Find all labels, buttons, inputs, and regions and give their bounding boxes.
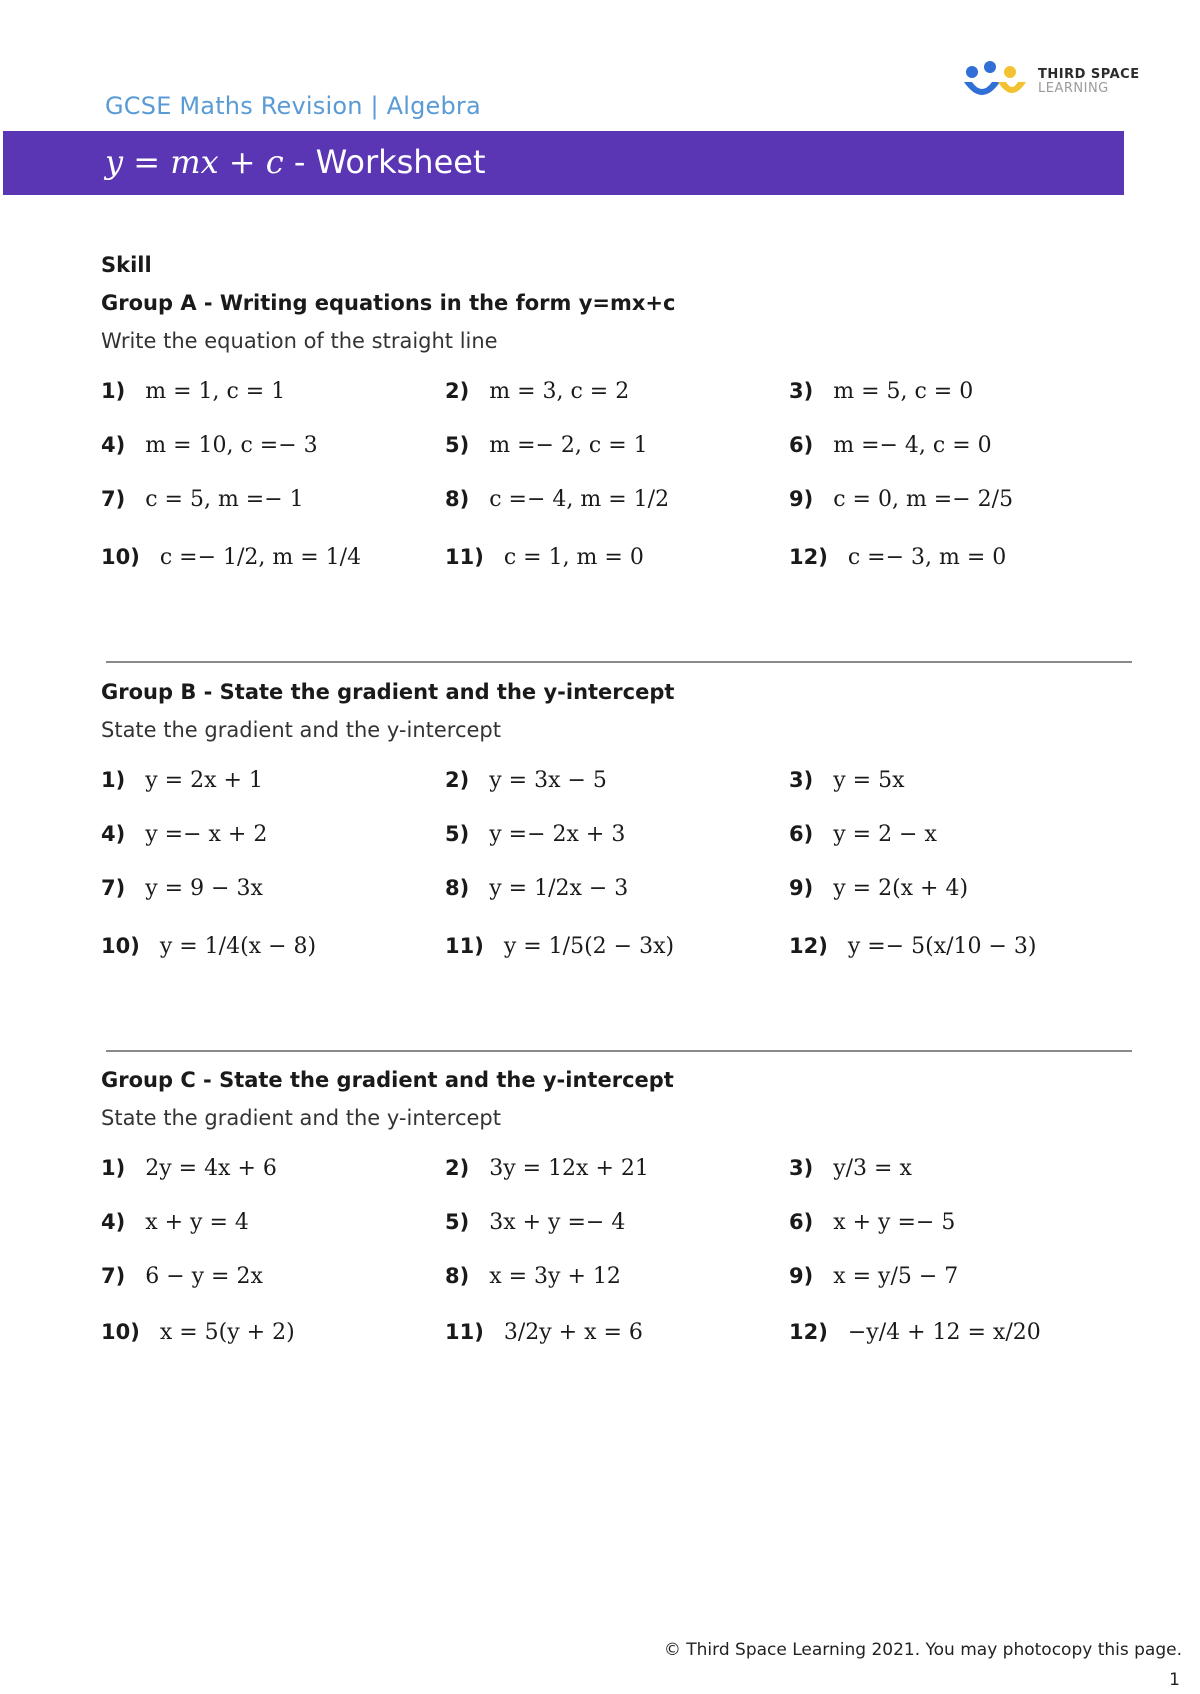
logo-mark-icon xyxy=(962,60,1032,106)
question-expression: 3y = 12x + 21 xyxy=(489,1155,649,1181)
question-number: 4) xyxy=(101,822,126,846)
logo-line-2: LEARNING xyxy=(1038,81,1109,96)
question-7 xyxy=(101,868,263,908)
question-9 xyxy=(789,868,968,908)
question-expression: −y/4 + 12 = x/20 xyxy=(847,1319,1041,1345)
question-expression: c =− 4, m = 1/2 xyxy=(489,486,670,512)
question-1 xyxy=(101,371,285,411)
question-8 xyxy=(445,1256,621,1296)
worksheet-title xyxy=(105,143,486,181)
question-3 xyxy=(789,760,904,800)
question-number: 11) xyxy=(445,545,484,569)
question-expression: 3/2y + x = 6 xyxy=(503,1319,643,1345)
question-expression: y = 9 − 3x xyxy=(145,875,263,901)
question-expression: x = 3y + 12 xyxy=(489,1263,621,1289)
group-c-heading: Group C - State the gradient and the y-intercept xyxy=(101,1068,674,1092)
section-divider xyxy=(106,661,1132,663)
page-subtitle: GCSE Maths Revision | Algebra xyxy=(105,92,481,120)
question-2 xyxy=(445,371,629,411)
question-expression: x + y =− 5 xyxy=(833,1209,956,1235)
group-b-section xyxy=(101,680,1131,959)
question-1 xyxy=(101,760,263,800)
question-expression: 6 − y = 2x xyxy=(145,1263,263,1289)
question-number: 10) xyxy=(101,1320,140,1344)
question-number: 5) xyxy=(445,433,470,457)
group-b-heading: Group B - State the gradient and the y-intercept xyxy=(101,680,675,704)
question-expression: m = 5, c = 0 xyxy=(833,378,974,404)
question-number: 12) xyxy=(789,545,828,569)
question-number: 2) xyxy=(445,768,470,792)
question-5 xyxy=(445,1202,625,1242)
question-expression: y = 2x + 1 xyxy=(145,767,263,793)
copyright-notice: © Third Space Learning 2021. You may photocopy this page. xyxy=(663,1640,1182,1660)
question-number: 7) xyxy=(101,487,126,511)
title-suffix: - Worksheet xyxy=(283,143,486,181)
question-number: 8) xyxy=(445,1264,470,1288)
group-c-section xyxy=(101,1068,1131,1345)
question-number: 5) xyxy=(445,1210,470,1234)
question-expression: y =− 5(x/10 − 3) xyxy=(847,933,1037,959)
question-number: 1) xyxy=(101,1156,126,1180)
question-expression: y = 2(x + 4) xyxy=(833,875,969,901)
question-expression: c = 0, m =− 2/5 xyxy=(833,486,1014,512)
group-a-heading: Group A - Writing equations in the form y=mx+c xyxy=(101,291,676,315)
group-a-section xyxy=(101,253,1131,570)
question-expression: y =− 2x + 3 xyxy=(489,821,626,847)
group-a-instruction: Write the equation of the straight line xyxy=(101,329,498,353)
question-expression: m = 1, c = 1 xyxy=(145,378,286,404)
question-10 xyxy=(101,1312,295,1352)
question-number: 7) xyxy=(101,1264,126,1288)
section-divider xyxy=(106,1050,1132,1052)
question-number: 9) xyxy=(789,876,814,900)
question-number: 12) xyxy=(789,1320,828,1344)
question-10 xyxy=(101,537,361,577)
question-11 xyxy=(445,926,674,966)
question-number: 3) xyxy=(789,768,814,792)
question-number: 3) xyxy=(789,379,814,403)
title-banner xyxy=(3,131,1124,195)
question-6 xyxy=(789,814,937,854)
question-number: 11) xyxy=(445,934,484,958)
question-6 xyxy=(789,425,992,465)
question-7 xyxy=(101,479,304,519)
question-2 xyxy=(445,760,607,800)
question-1 xyxy=(101,1148,277,1188)
question-number: 12) xyxy=(789,934,828,958)
question-expression: x + y = 4 xyxy=(145,1209,249,1235)
question-3 xyxy=(789,371,973,411)
question-number: 8) xyxy=(445,487,470,511)
question-expression: y = 2 − x xyxy=(833,821,937,847)
question-number: 4) xyxy=(101,433,126,457)
question-8 xyxy=(445,479,669,519)
question-5 xyxy=(445,814,625,854)
question-expression: x = y/5 − 7 xyxy=(833,1263,959,1289)
question-number: 2) xyxy=(445,379,470,403)
question-expression: c = 5, m =− 1 xyxy=(145,486,304,512)
question-expression: m =− 4, c = 0 xyxy=(833,432,992,458)
question-8 xyxy=(445,868,628,908)
question-4 xyxy=(101,814,267,854)
question-4 xyxy=(101,425,318,465)
question-expression: c = 1, m = 0 xyxy=(503,544,644,570)
question-number: 6) xyxy=(789,433,814,457)
question-expression: y = 1/2x − 3 xyxy=(489,875,629,901)
question-number: 8) xyxy=(445,876,470,900)
question-number: 4) xyxy=(101,1210,126,1234)
question-expression: c =− 3, m = 0 xyxy=(847,544,1007,570)
question-11 xyxy=(445,1312,643,1352)
logo-wordmark xyxy=(1038,68,1140,96)
question-3 xyxy=(789,1148,912,1188)
title-equation: y = mx + c xyxy=(105,143,284,181)
question-expression: m = 10, c =− 3 xyxy=(145,432,318,458)
question-expression: y = 3x − 5 xyxy=(489,767,607,793)
question-number: 11) xyxy=(445,1320,484,1344)
question-number: 1) xyxy=(101,379,126,403)
question-number: 2) xyxy=(445,1156,470,1180)
question-11 xyxy=(445,537,644,577)
question-12 xyxy=(789,1312,1041,1352)
question-7 xyxy=(101,1256,263,1296)
question-number: 1) xyxy=(101,768,126,792)
question-number: 3) xyxy=(789,1156,814,1180)
question-6 xyxy=(789,1202,955,1242)
question-number: 10) xyxy=(101,545,140,569)
question-expression: x = 5(y + 2) xyxy=(159,1319,295,1345)
question-expression: 3x + y =− 4 xyxy=(489,1209,626,1235)
skill-label: Skill xyxy=(101,253,152,277)
question-expression: y = 1/4(x − 8) xyxy=(159,933,317,959)
question-4 xyxy=(101,1202,249,1242)
question-expression: m = 3, c = 2 xyxy=(489,378,630,404)
question-expression: y/3 = x xyxy=(833,1155,912,1181)
question-12 xyxy=(789,537,1006,577)
question-expression: y =− x + 2 xyxy=(145,821,268,847)
question-9 xyxy=(789,479,1013,519)
question-10 xyxy=(101,926,316,966)
question-number: 7) xyxy=(101,876,126,900)
question-number: 6) xyxy=(789,822,814,846)
question-expression: c =− 1/2, m = 1/4 xyxy=(159,544,362,570)
group-b-instruction: State the gradient and the y-intercept xyxy=(101,718,501,742)
third-space-learning-logo xyxy=(962,60,1142,106)
question-number: 6) xyxy=(789,1210,814,1234)
question-expression: m =− 2, c = 1 xyxy=(489,432,648,458)
question-2 xyxy=(445,1148,649,1188)
question-expression: y = 1/5(2 − 3x) xyxy=(503,933,675,959)
question-12 xyxy=(789,926,1037,966)
question-number: 9) xyxy=(789,487,814,511)
question-expression: 2y = 4x + 6 xyxy=(145,1155,277,1181)
question-number: 9) xyxy=(789,1264,814,1288)
page-number: 1 xyxy=(1169,1670,1180,1690)
question-5 xyxy=(445,425,648,465)
logo-line-1: THIRD SPACE xyxy=(1038,67,1140,82)
question-expression: y = 5x xyxy=(833,767,905,793)
question-number: 10) xyxy=(101,934,140,958)
question-9 xyxy=(789,1256,958,1296)
group-c-instruction: State the gradient and the y-intercept xyxy=(101,1106,501,1130)
question-number: 5) xyxy=(445,822,470,846)
